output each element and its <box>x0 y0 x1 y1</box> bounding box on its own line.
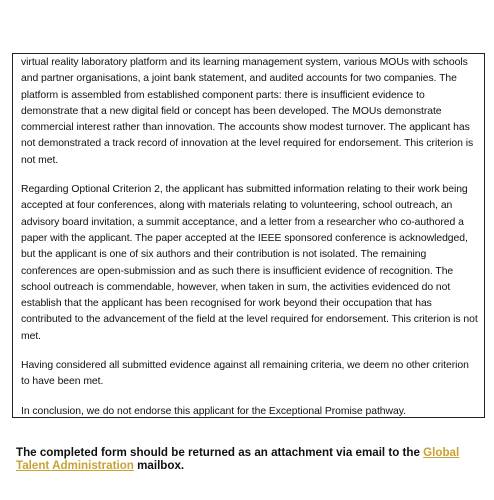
paragraph-conclusion: In conclusion, we do not endorse this applicant for the Exceptional Promise pathway. <box>21 405 406 417</box>
paragraph-optional-criterion-2: Regarding Optional Criterion 2, the applicant has submitted information relating to their work being accepted at four conferences, along with materials relating to volunteering, school outreach, an advisory board invitation, a summit acceptance, and a letter from a researcher who co-authored a paper with the applicant. The paper accepted at the IEEE sponsored conference is acknowledged, but the applicant is one of six authors and their contribution is not isolated. The remaining conferences are open-submission and as such there is insufficient evidence of recognition. The school outreach is commendable, however, when taken in sum, the activities evidenced do not establish that the applicant has been recognised for work beyond their occupation that has contributed to the advancement of the field at the level required for endorsement. This criterion is not met. <box>21 184 478 342</box>
paragraph-remaining-criteria: Having considered all submitted evidence against all remaining criteria, we deem no other criterion to have been met. <box>21 360 469 388</box>
global-talent-administration-link[interactable]: Global Talent Administration <box>16 446 460 472</box>
return-instructions-lead: The completed form should be returned as an attachment via email to the <box>16 446 424 459</box>
paragraph-optional-criterion-1: virtual reality laboratory platform and its learning management system, various MOUs with schools and partner organisations, a joint bank statement, and audited accounts for two companies. The platform is assembled from established component parts: there is insufficient evidence to demonstrate that a new digital field or concept has been developed. The MOUs demonstrate commercial interest rather than innovation. The accounts show modest turnover. The applicant has not demonstrated a track record of innovation at the level required for endorsement. This criterion is not met. <box>21 57 474 166</box>
assessment-text-box <box>12 53 485 418</box>
return-instructions <box>16 446 486 472</box>
return-instructions-tail: mailbox. <box>133 459 185 472</box>
